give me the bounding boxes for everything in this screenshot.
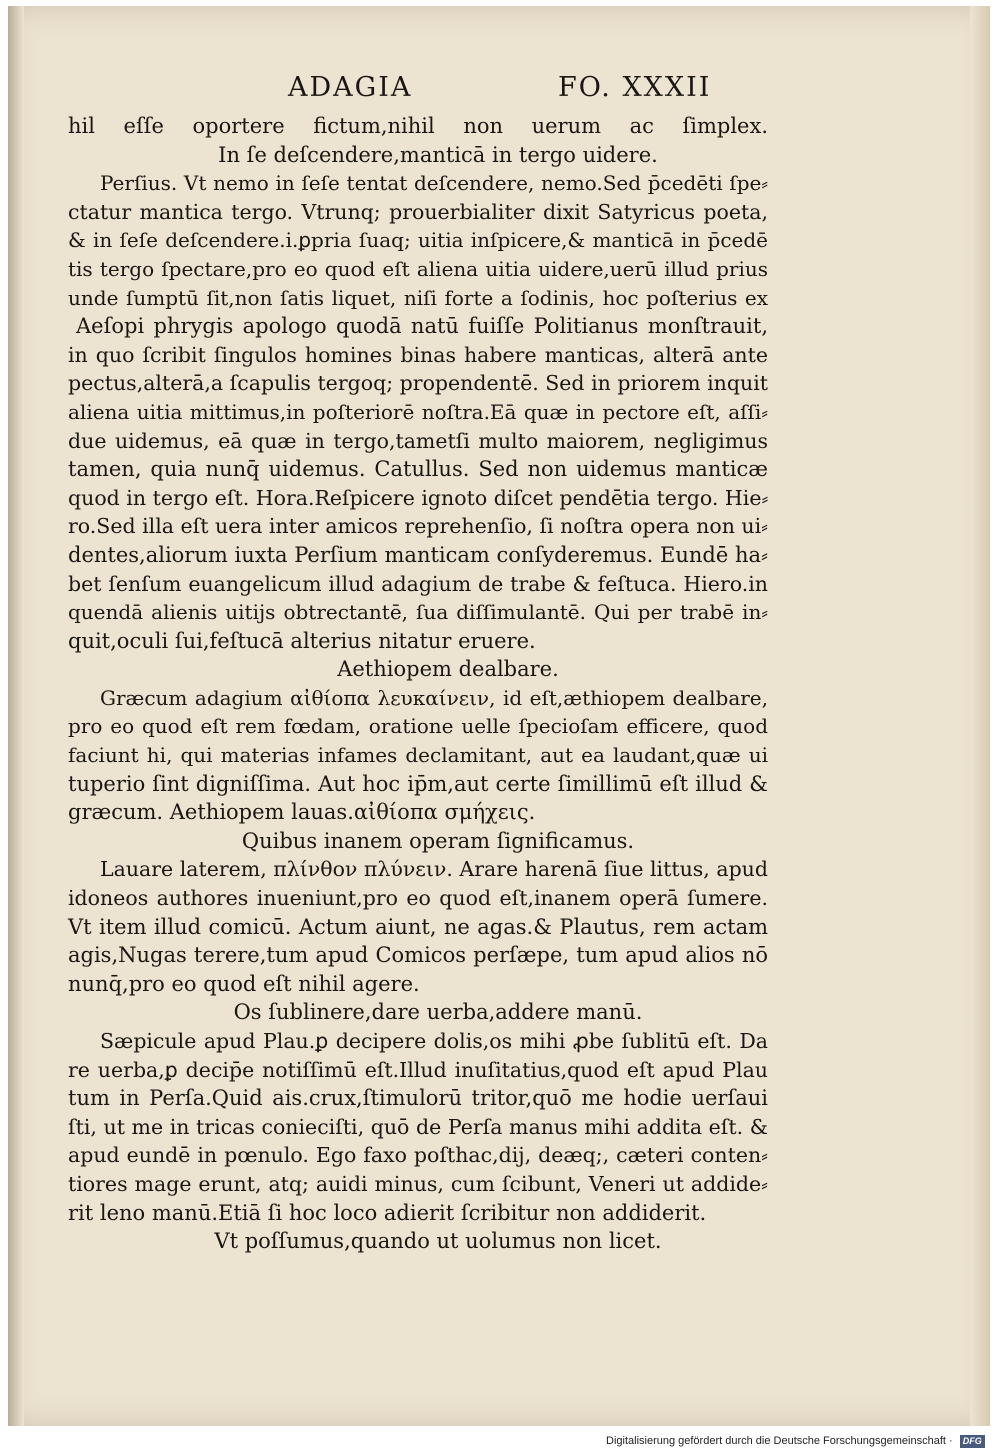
text-line: re uerba,ꝑ decip̄e notiſſimū eſt.Illud inuſitatius,quod eſt apud Plau	[68, 1057, 768, 1082]
adage-heading: Quibus inanem operam ſignificamus.	[241, 828, 635, 853]
text-line: tuperio ſint digniſſima. Aut hoc ip̄m,aut certe ſimillimū eſt illud &	[68, 771, 768, 796]
page-fore-edge	[970, 6, 990, 1426]
text-line: Perſius. Vt nemo in ſeſe tentat deſcendere, nemo.Sed p̄cedēti ſpe⸗	[100, 171, 768, 196]
text-line: in quo ſcribit ſingulos homines binas habere manticas, alterā ante	[68, 342, 768, 367]
running-title: ADAGIA	[288, 72, 413, 103]
text-line: tamen, quia nunq̄ uidemus. Catullus. Sed non uidemus manticæ	[68, 457, 768, 482]
text-line: hil eſſe oportere fictum,nihil non uerum ac ſimplex.	[68, 114, 768, 138]
text-line: quit,oculi ſui,feſtucā alterius nitatur eruere.	[68, 628, 536, 653]
text-line: faciunt hi, qui materias infames declamitant, aut ea laudant,quæ ui	[68, 743, 768, 768]
text-line: quendā alienis uitijs obtrectantē, ſua diſſimulantē. Qui per trabē in⸗	[68, 600, 768, 625]
adage-heading: Aethiopem dealbare.	[337, 657, 559, 682]
text-line: Vt item illud comicū. Actum aiunt, ne agas.& Plautus, rem actam	[68, 914, 768, 939]
text-line: Lauare laterem, πλίνθον πλύνειν. Arare harenā ſiue littus, apud	[100, 857, 769, 882]
text-line: Græcum adagium αἰθίοπα λευκαίνειν, id eſt,æthiopem dealbare,	[100, 685, 768, 710]
text-line: rit leno manū.Etiā ſi hoc loco adierit ſcribitur non addiderit.	[68, 1200, 707, 1225]
text-line: unde ſumptū ſit,non ſatis liquet, niſi forte a ſodinis, hoc poſterius ex	[68, 285, 768, 310]
text-line: tum in Perſa.Quid ais.crux,ſtimulorū tritor,quō me hodie uerſaui	[68, 1086, 768, 1111]
page-binding-edge	[8, 6, 24, 1426]
text-line: Sæpicule apud Plau.ꝑ decipere dolis,os mihi ꝓbe ſublitū eſt. Da	[100, 1029, 768, 1053]
dfg-logo: DFG	[960, 1435, 985, 1448]
text-line: due uidemus, eā quæ in tergo,tametſi multo maiorem, negligimus	[68, 428, 768, 453]
text-block	[68, 112, 768, 1256]
adage-heading: Os ſublinere,dare uerba,addere manū.	[233, 1000, 643, 1025]
text-line: nunq̄,pro eo quod eſt nihil agere.	[68, 971, 420, 996]
text-line: græcum. Aethiopem lauas.αἰθίοπα σμήχεις.	[68, 800, 536, 825]
adage-heading: In ſe deſcendere,manticā in tergo uidere.	[218, 142, 658, 167]
text-line: bet ſenſum euangelicum illud adagium de trabe & feſtuca. Hiero.in	[68, 571, 768, 596]
digitization-credit	[606, 1433, 985, 1449]
text-line: apud eundē in pœnulo. Ego faxo poſthac,dij, deæq;, cæteri conten⸗	[68, 1143, 768, 1168]
text-line: tiores mage erunt, atq; auidi minus, cum ſcibunt, Veneri ut addide⸗	[68, 1171, 768, 1196]
text-line: idoneos authores inueniunt,pro eo quod eſt,inanem operā ſumere.	[68, 886, 768, 911]
text-line: pro eo quod eſt rem fœdam, oratione uelle ſpecioſam efficere, quod	[68, 714, 768, 739]
text-line: tis tergo ſpectare,pro eo quod eſt aliena uitia uidere,uerū illud prius	[68, 256, 768, 281]
text-line: ctatur mantica tergo. Vtrunq; prouerbialiter dixit Satyricus poeta,	[68, 199, 768, 224]
adage-heading: Vt poſſumus,quando ut uolumus non licet.	[214, 1229, 662, 1254]
text-line: Aeſopi phrygis apologo quodā natū fuiſſe Politianus monſtrauit,	[76, 314, 768, 339]
text-line: quod in tergo eſt. Hora.Reſpicere ignoto diſcet pendētia tergo. Hie⸗	[68, 485, 769, 510]
folio-number: FO. XXXII	[558, 72, 712, 103]
text-line: agis,Nugas terere,tum apud Comicos perſæpe, tum apud alios nō	[68, 943, 768, 968]
credit-text: Digitalisierung gefördert durch die Deutsche Forschungsgemeinschaft ·	[606, 1435, 953, 1447]
text-line: aliena uitia mittimus,in poſteriorē noſtra.Eā quæ in pectore eſt, aſſi⸗	[68, 399, 768, 424]
text-line: dentes,aliorum iuxta Perſium manticam conſyderemus. Eundē ha⸗	[68, 542, 768, 567]
text-line: pectus,alterā,a ſcapulis tergoq; propendentē. Sed in priorem inquit	[68, 371, 768, 396]
text-line: & in ſeſe deſcendere.i.ꝑpria ſuaq; uitia inſpicere,& manticā in p̄cedē	[68, 228, 768, 253]
text-line: ſti, ut me in tricas conieciſti, quō de Perſa manus mihi addita eſt. &	[68, 1114, 768, 1139]
text-line: ro.Sed illa eſt uera inter amicos reprehenſio, ſi noſtra opera non ui⸗	[68, 514, 768, 539]
page-header	[240, 72, 760, 112]
